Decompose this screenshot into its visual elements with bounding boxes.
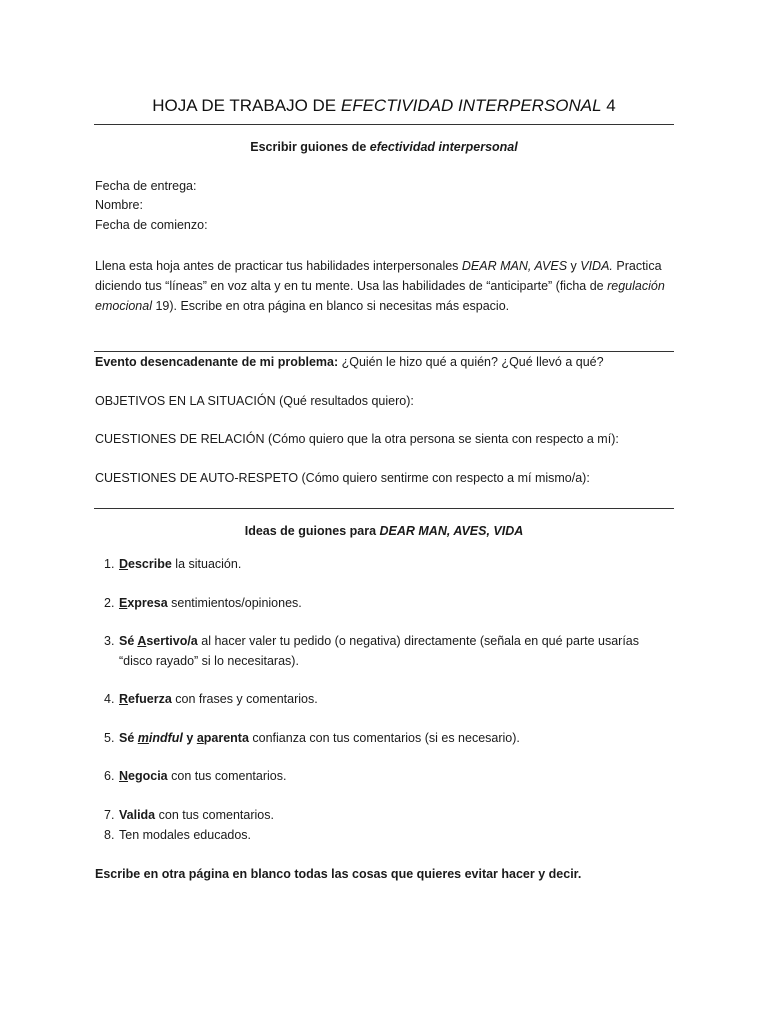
start-date-field: Fecha de comienzo: <box>95 218 208 232</box>
ideas-divider <box>94 508 674 509</box>
list-item: 4. Refuerza con frases y comentarios. <box>104 692 318 706</box>
due-date-field: Fecha de entrega: <box>95 179 197 193</box>
list-item: 2. Expresa sentimientos/opiniones. <box>104 596 302 610</box>
list-item: 8. Ten modales educados. <box>104 828 252 842</box>
list-item: 7. Valida con tus comentarios. <box>104 808 274 822</box>
list-item-continuation: “disco rayado” si lo necesitaras). <box>119 654 299 668</box>
list-item: 3. Sé Asertivo/a al hacer valer tu pedido (o negativa) directamente (señala en qué parte usarías <box>104 634 640 648</box>
subtitle: Escribir guiones de efectividad interpersonal <box>250 140 518 154</box>
ideas-heading: Ideas de guiones para DEAR MAN, AVES, VIDA <box>244 524 524 538</box>
title-divider <box>94 124 674 125</box>
event-divider <box>94 351 674 352</box>
intro-paragraph: Llena esta hoja antes de practicar tus habilidades interpersonales DEAR MAN, AVES y VIDA. Practica diciendo tus “líneas” en voz alta y en tu mente. Usa las habilidades de “anticiparte” (ficha de regulación emocional 19). Escribe en otra página en blanco si necesitas más espacio. <box>95 259 665 313</box>
objectives-prompt: OBJETIVOS EN LA SITUACIÓN (Qué resultados quiero): <box>95 394 414 408</box>
page-title: HOJA DE TRABAJO DE EFECTIVIDAD INTERPERSONAL 4 <box>152 96 616 115</box>
event-prompt: Evento desencadenante de mi problema: ¿Quién le hizo qué a quién? ¿Qué llevó a qué? <box>95 355 604 369</box>
list-item: 6. Negocia con tus comentarios. <box>104 769 287 783</box>
self-respect-prompt: CUESTIONES DE AUTO-RESPETO (Cómo quiero sentirme con respecto a mí mismo/a): <box>95 471 590 485</box>
list-item: 1. Describe la situación. <box>104 557 242 571</box>
final-note: Escribe en otra página en blanco todas las cosas que quieres evitar hacer y decir. <box>95 867 582 881</box>
relationship-prompt: CUESTIONES DE RELACIÓN (Cómo quiero que la otra persona se sienta con respecto a mí): <box>95 432 619 446</box>
list-item: 5. Sé mindful y aparenta confianza con tus comentarios (si es necesario). <box>104 731 520 745</box>
name-field: Nombre: <box>95 198 143 212</box>
